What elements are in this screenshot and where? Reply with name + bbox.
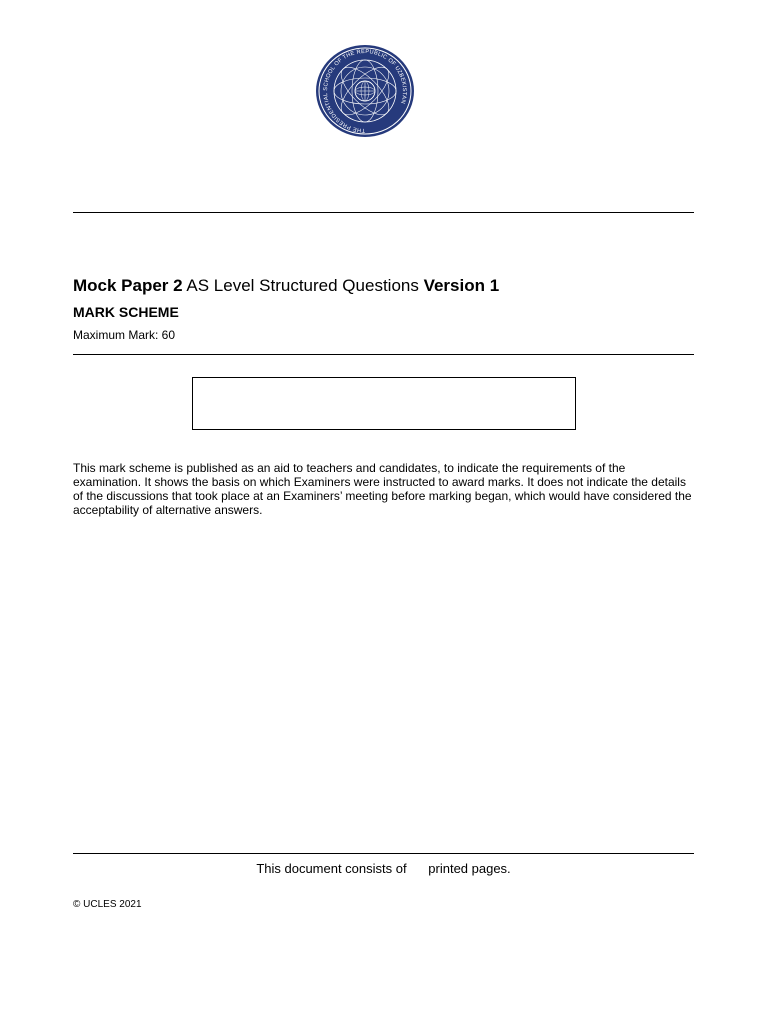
header-divider [73,354,694,355]
page-count-prefix: This document consists of [256,861,407,876]
seal-text: THE PRESIDENTIAL SCHOOL OF THE REPUBLIC OF UZBEKISTAN [322,48,408,134]
paper-title-version: Version 1 [423,276,500,295]
footer-divider [73,853,694,854]
copyright-notice: © UCLES 2021 [73,899,142,910]
paper-title [73,276,499,296]
paper-title-name: Mock Paper 2 [73,276,183,295]
maximum-mark: Maximum Mark: 60 [73,328,176,342]
school-seal-logo [315,44,415,138]
page-count-suffix: printed pages. [428,861,511,876]
empty-info-box [192,377,576,430]
paper-title-description: AS Level Structured Questions [182,276,424,295]
page-count-statement [73,861,694,876]
document-subtitle: MARK SCHEME [73,304,179,320]
top-divider [73,212,694,213]
intro-paragraph: This mark scheme is published as an aid to teachers and candidates, to indicate the requirements of the examination. It shows the basis on which Examiners were instructed to award marks. It does not indicate the details of the discussions that took place at an Examiners’ meeting before marking began, which would have considered the acceptability of alternative answers. [73,461,692,517]
